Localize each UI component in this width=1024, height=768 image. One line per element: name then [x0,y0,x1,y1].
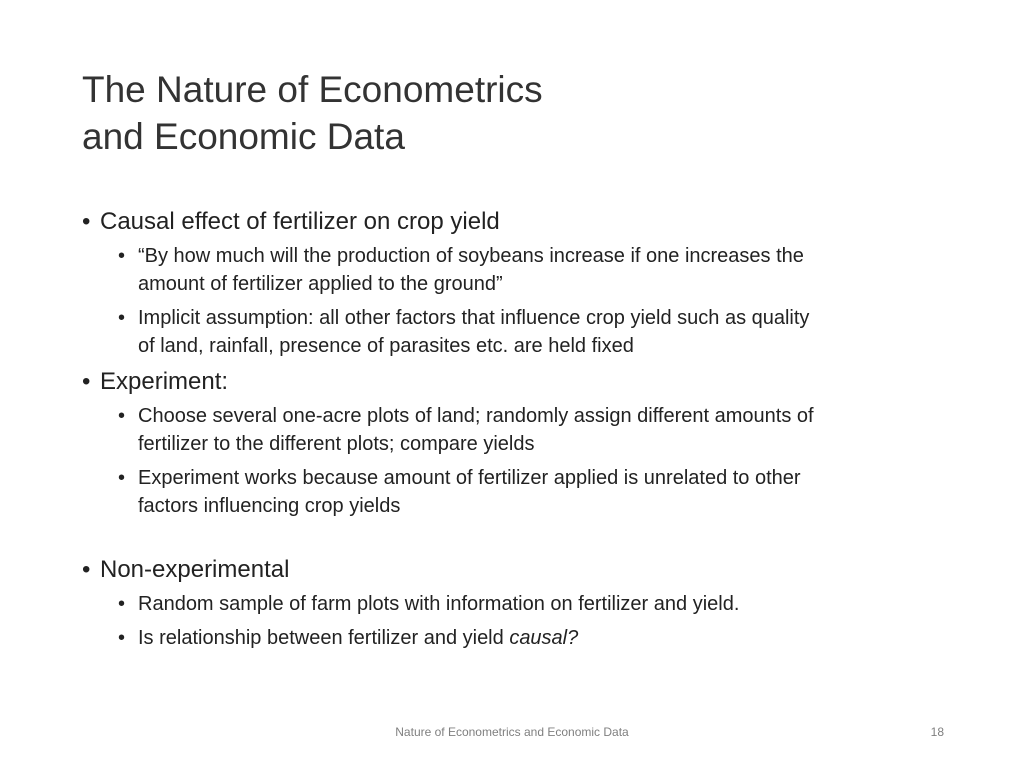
bullet-causal-effect [82,206,962,238]
sub-bullet-text-line-1: Choose several one-acre plots of land; randomly assign different amounts of [138,405,814,427]
bullet-dot-icon: • [82,208,91,235]
sub-bullet-text-line-1: Random sample of farm plots with information on fertilizer and yield. [138,593,740,615]
bullet-heading: Experiment: [100,368,229,395]
sub-bullet-dot-icon: • [118,467,126,489]
sub-bullet-text-line-1: Experiment works because amount of fertilizer applied is unrelated to other [138,467,801,489]
sub-bullet-text-prefix: Is relationship between fertilizer and yield [138,627,510,649]
sub-bullet-text-line-1: “By how much will the production of soybeans increase if one increases the [138,245,804,267]
sub-bullet-text-line-2: fertilizer to the different plots; compare yields [138,433,535,455]
sub-bullet-causal-question [82,624,962,652]
sub-bullet-random-sample [82,590,962,618]
sub-bullet-text-line-2: factors influencing crop yields [138,495,401,517]
slide-title [82,66,942,160]
sub-bullet-question [82,242,962,298]
sub-bullet-text-line-1 [138,624,962,652]
slide-body [82,206,962,652]
bullet-heading: Non-experimental [100,556,290,583]
bullet-dot-icon: • [82,556,91,583]
sub-bullet-text-line-2: of land, rainfall, presence of parasites etc. are held fixed [138,335,634,357]
sub-bullet-dot-icon: • [118,627,126,649]
bullet-heading: Causal effect of fertilizer on crop yield [100,208,500,235]
bullet-experiment [82,366,962,398]
sub-bullet-dot-icon: • [118,405,126,427]
sub-bullet-text-line-1: Implicit assumption: all other factors that influence crop yield such as quality [138,307,810,329]
bullet-dot-icon: • [82,368,91,395]
page-number: 18 [930,725,944,739]
title-line-2: and Economic Data [82,116,405,157]
sub-bullet-text-emphasis: causal? [509,627,579,649]
sub-bullet-text-line-2: amount of fertilizer applied to the ground” [138,273,503,295]
sub-bullet-dot-icon: • [118,593,126,615]
sub-bullet-dot-icon: • [118,307,126,329]
sub-bullet-dot-icon: • [118,245,126,267]
sub-bullet-choose-plots [82,402,962,458]
sub-bullet-assumption [82,304,962,360]
footer-text: Nature of Econometrics and Economic Data [395,725,629,739]
title-line-1: The Nature of Econometrics [82,69,543,110]
bullet-non-experimental [82,554,962,586]
sub-bullet-experiment-works [82,464,962,520]
